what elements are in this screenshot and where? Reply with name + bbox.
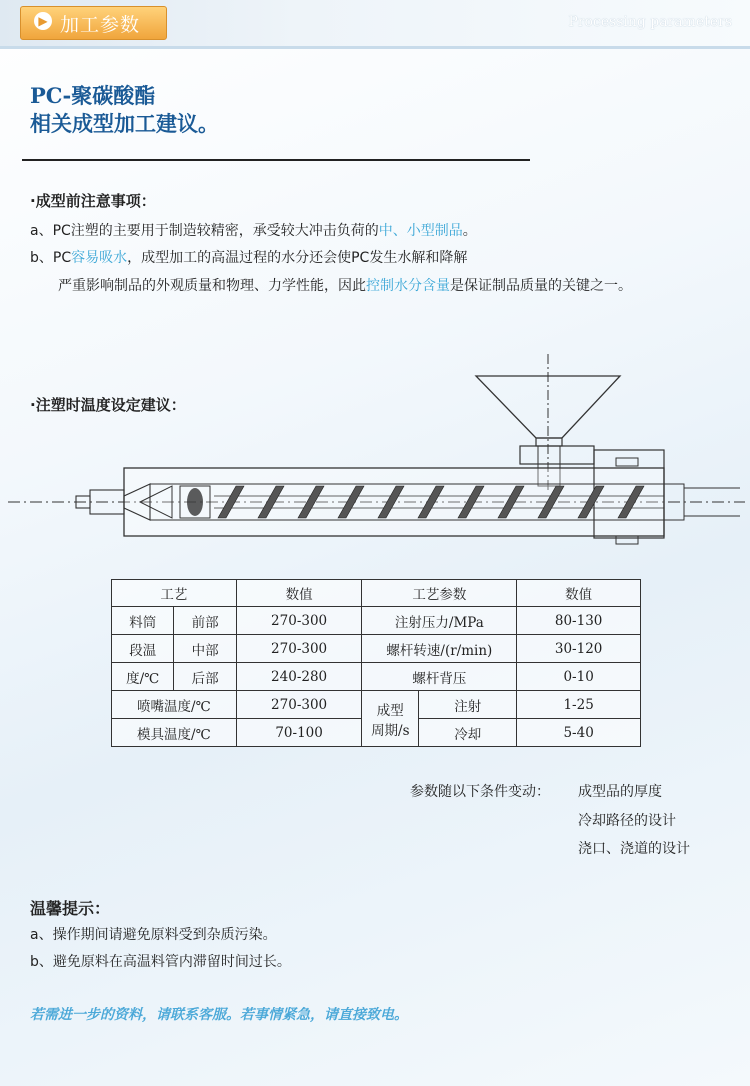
table-cell: 注射压力/MPa xyxy=(362,607,517,635)
table-header: 数值 xyxy=(517,580,641,607)
table-cell: 成型 周期/s xyxy=(362,691,419,747)
table-header: 工艺参数 xyxy=(362,580,517,607)
pre-molding-heading: ·成型前注意事项： xyxy=(30,192,156,210)
process-parameter-table xyxy=(111,579,641,747)
injection-screw-diagram xyxy=(0,350,750,560)
table-cell: 0-10 xyxy=(517,663,641,691)
table-cell: 270-300 xyxy=(236,635,362,663)
tip-b: b、避免原料在高温料管内滞留时间过长。 xyxy=(30,954,291,970)
table-cell: 段温 xyxy=(112,635,174,663)
table-cell: 270-300 xyxy=(236,607,362,635)
note-b-cont: 严重影响制品的外观质量和物理、力学性能，因此控制水分含量是保证制品质量的关键之一。 xyxy=(58,278,632,294)
conditions-label: 参数随以下条件变动： xyxy=(410,784,550,800)
table-header: 工艺 xyxy=(112,580,237,607)
play-circle-icon: ▶ xyxy=(34,12,52,30)
table-cell: 料筒 xyxy=(112,607,174,635)
table-row xyxy=(112,663,641,691)
table-cell: 螺杆转速/(r/min) xyxy=(362,635,517,663)
note-b: b、PC容易吸水，成型加工的高温过程的水分还会使PC发生水解和降解 xyxy=(30,250,468,266)
table-row xyxy=(112,691,641,719)
title-rule xyxy=(22,159,530,161)
table-cell: 70-100 xyxy=(236,719,362,747)
contact-note: 若需进一步的资料，请联系客服。若事情紧急，请直接致电。 xyxy=(30,1007,408,1023)
table-header: 数值 xyxy=(236,580,362,607)
condition-item: 浇口、浇道的设计 xyxy=(578,841,690,857)
table-cell: 270-300 xyxy=(236,691,362,719)
table-cell: 喷嘴温度/℃ xyxy=(112,691,237,719)
condition-item: 成型品的厚度 xyxy=(578,784,662,800)
temperature-heading: ·注塑时温度设定建议： xyxy=(30,396,186,414)
table-cell: 冷却 xyxy=(419,719,517,747)
header-divider xyxy=(0,46,750,49)
table-cell: 后部 xyxy=(174,663,236,691)
table-header-row xyxy=(112,580,641,607)
table-cell: 中部 xyxy=(174,635,236,663)
tip-a: a、操作期间请避免原料受到杂质污染。 xyxy=(30,927,277,943)
page-subtitle: 相关成型加工建议。 xyxy=(30,111,219,136)
header-subtitle: Processing parameters xyxy=(568,14,732,30)
table-cell: 5-40 xyxy=(517,719,641,747)
page-title: PC-聚碳酸酯 xyxy=(30,83,156,108)
table-row xyxy=(112,635,641,663)
table-cell: 度/℃ xyxy=(112,663,174,691)
table-cell: 30-120 xyxy=(517,635,641,663)
table-cell: 80-130 xyxy=(517,607,641,635)
table-cell: 1-25 xyxy=(517,691,641,719)
table-row xyxy=(112,607,641,635)
table-cell: 注射 xyxy=(419,691,517,719)
table-cell: 模具温度/℃ xyxy=(112,719,237,747)
table-cell: 前部 xyxy=(174,607,236,635)
section-tab-label: 加工参数 xyxy=(60,14,141,36)
note-a: a、PC注塑的主要用于制造较精密，承受较大冲击负荷的中、小型制品。 xyxy=(30,223,477,239)
table-cell: 螺杆背压 xyxy=(362,663,517,691)
condition-item: 冷却路径的设计 xyxy=(578,813,676,829)
tips-title: 温馨提示： xyxy=(30,899,111,918)
table-cell: 240-280 xyxy=(236,663,362,691)
